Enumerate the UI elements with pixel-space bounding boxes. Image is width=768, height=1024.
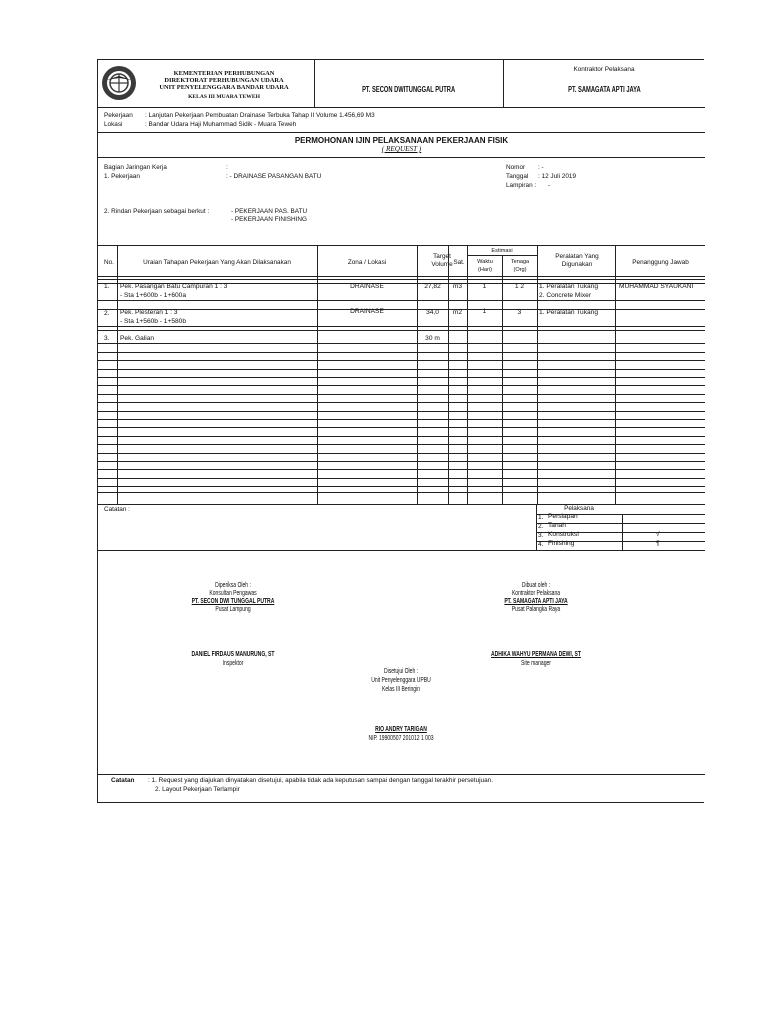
sig-left-name: DANIEL FIRDAUS MANURUNG, ST: [191, 649, 275, 658]
pekerjaan-label: Pekerjaan: [104, 112, 133, 119]
sig-left-company: PT. SECON DWI TUNGGAL PUTRA: [191, 596, 275, 605]
row1-zona: DRAINASE: [350, 283, 384, 290]
directorate-name: DIREKTORAT PERHUBUNGAN UDARA: [164, 77, 284, 84]
footer-catatan-label: Catatan: [111, 777, 135, 784]
col-uraian: Uraian Tahapan Pekerjaan Yang Akan Dilaksanakan: [143, 259, 291, 266]
check-mark-icon: √: [656, 531, 660, 538]
ministry-name: KEMENTERIAN PERHUBUNGAN: [173, 70, 275, 77]
sig-center-line1: Disetujui Oleh :: [383, 666, 419, 675]
row2-sat: m2: [452, 309, 463, 316]
lokasi-label: Lokasi: [104, 121, 123, 128]
consultant-company: PT. SECON DWITUNGGAL PUTRA: [361, 85, 456, 94]
row1-sat: m3: [452, 283, 463, 290]
row1-tenaga: 1 2: [514, 283, 525, 290]
row2-waktu: 1: [482, 308, 487, 315]
row1-penanggung: MUHAMMAD SYAUKANI: [619, 283, 694, 290]
sig-center-name: RIO ANDRY TARIGAN: [375, 724, 427, 733]
row1-peralatan-2: 2. Concrete Mixer: [539, 292, 592, 299]
row2-zona: DRAINASE: [350, 308, 384, 315]
row3-target: 30 m: [425, 335, 440, 342]
catatan-label: Catatan :: [104, 506, 130, 513]
bagian-colon: :: [226, 164, 228, 171]
footer-note: 2. Layout Pekerjaan Terlampir: [155, 786, 240, 793]
pelaksana-item-tanah: Tanah: [548, 522, 566, 529]
col-peralatan: Peralatan Yang Digunakan: [555, 253, 599, 268]
row3-uraian: Pek. Galian: [120, 335, 155, 342]
sig-right-role: Site manager: [521, 658, 551, 667]
col-tenaga: Tenaga (Org): [510, 259, 530, 273]
row1-no: 1.: [104, 283, 110, 290]
row1-uraian: Pek. Pasangan Batu Campuran 1 : 3: [120, 283, 228, 290]
rincian-item: - PEKERJAAN FINISHING: [231, 216, 307, 223]
sig-left-role: Inspektor: [222, 658, 244, 667]
tanggal-value: : 12 Juli 2019: [538, 173, 577, 180]
contractor-caption: Kontraktor Pelaksana: [573, 66, 635, 73]
pelaksana-item-finishing: Finishing: [548, 540, 575, 547]
col-sat: Sat.: [453, 259, 465, 266]
pelaksana-num: 2.: [538, 523, 544, 530]
row2-peralatan: 1. Peralatan Tukang: [539, 309, 599, 316]
col-target: Target Volume: [431, 253, 453, 268]
col-estimasi: Estimasi: [491, 248, 513, 254]
sig-left-line2: Konsultan Pengawas: [209, 588, 257, 597]
pelaksana-item-persiapan: Persiapan: [548, 513, 578, 520]
ministry-logo: [100, 64, 138, 102]
tanggal-label: Tanggal: [506, 173, 529, 180]
sig-right-line2: Kontraktor Pelaksana: [511, 588, 561, 597]
pelaksana-box: [536, 504, 705, 550]
rincian-item: - PEKERJAAN PAS. BATU: [231, 208, 308, 215]
info-pekerjaan-label: 1. Pekerjaan: [104, 173, 140, 180]
col-no: No.: [104, 259, 114, 266]
contractor-company: PT. SAMAGATA APTI JAYA: [567, 85, 641, 94]
lampiran-label: Lampiran :: [506, 182, 537, 189]
row2-target: 34,0: [426, 309, 439, 316]
request-form: [97, 59, 704, 803]
row2-uraian: Pek. Plesteran 1 : 3: [120, 309, 178, 316]
pelaksana-item-konstruksi: Konstruksi: [548, 531, 579, 538]
sig-right-line1: Dibuat oleh :: [521, 580, 551, 589]
pelaksana-num: 1.: [538, 514, 544, 521]
pelaksana-num: 4.: [538, 541, 544, 548]
col-zona: Zona / Lokasi: [347, 259, 387, 266]
row2-uraian-sta: - Sta 1+560b - 1+580b: [120, 318, 186, 325]
bagian-label: Bagian Jaringan Kerja: [104, 164, 167, 171]
col-waktu: Waktu (Hari): [477, 259, 493, 273]
form-subtitle: ( REQUEST ): [381, 145, 422, 153]
nomor-value: : -: [538, 164, 544, 171]
lokasi-value: : Bandar Udara Haji Muhammad Sidik - Muara Teweh: [145, 121, 297, 128]
pelaksana-num: 3.: [538, 532, 544, 539]
rincian-label: 2. Rindan Pekerjaan sebagai berkut :: [104, 208, 210, 215]
nomor-label: Nomor: [506, 164, 526, 171]
row2-tenaga: 3: [517, 309, 522, 316]
footer-note: : 1. Request yang diajukan dinyatakan disetujui, apabila tidak ada keputusan sampai dengan tanggal terakhir persetujuan.: [148, 777, 493, 784]
sig-right-company: PT. SAMAGATA APTI JAYA: [504, 596, 568, 605]
lampiran-value: -: [548, 182, 551, 189]
sig-center-line3: Kelas III Beringin: [381, 684, 421, 693]
pelaksana-title: Pelaksana: [564, 505, 594, 512]
row1-uraian-sta: - Sta 1+600b - 1+600a: [120, 292, 186, 299]
info-pekerjaan-value: : - DRAINASE PASANGAN BATU: [226, 173, 322, 180]
row1-peralatan: 1. Peralatan Tukang: [539, 283, 599, 290]
sig-right-name: ADHIKA WAHYU PERMANA DEWI, ST: [491, 649, 581, 658]
sig-center-nip: NIP. 19900507 201012 1 003: [368, 733, 434, 742]
row2-no: 2.: [104, 310, 110, 317]
sig-left-line1: Diperiksa Oleh :: [215, 580, 251, 589]
sig-left-city: Pusat Lampung: [215, 604, 251, 613]
sig-center-line2: Unit Penyelenggara UPBU: [371, 675, 431, 684]
form-title: PERMOHONAN IJIN PELAKSANAAN PEKERJAAN FISIK: [294, 136, 509, 145]
row1-waktu: 1: [482, 283, 487, 290]
pekerjaan-value: : Lanjutan Pekerjaan Pembuatan Drainase Terbuka Tahap II Volume 1.456,69 M3: [145, 112, 375, 119]
sig-right-city: Pusat Palangka Raya: [511, 604, 561, 613]
check-mark-icon: ¶: [656, 540, 660, 547]
airport-class: KELAS III MUARA TEWEH: [188, 94, 260, 100]
row1-target: 27,82: [424, 283, 441, 290]
row3-no: 3.: [104, 335, 110, 342]
unit-name: UNIT PENYELENGGARA BANDAR UDARA: [159, 84, 289, 91]
col-penanggung: Penanggung Jawab: [632, 259, 689, 266]
